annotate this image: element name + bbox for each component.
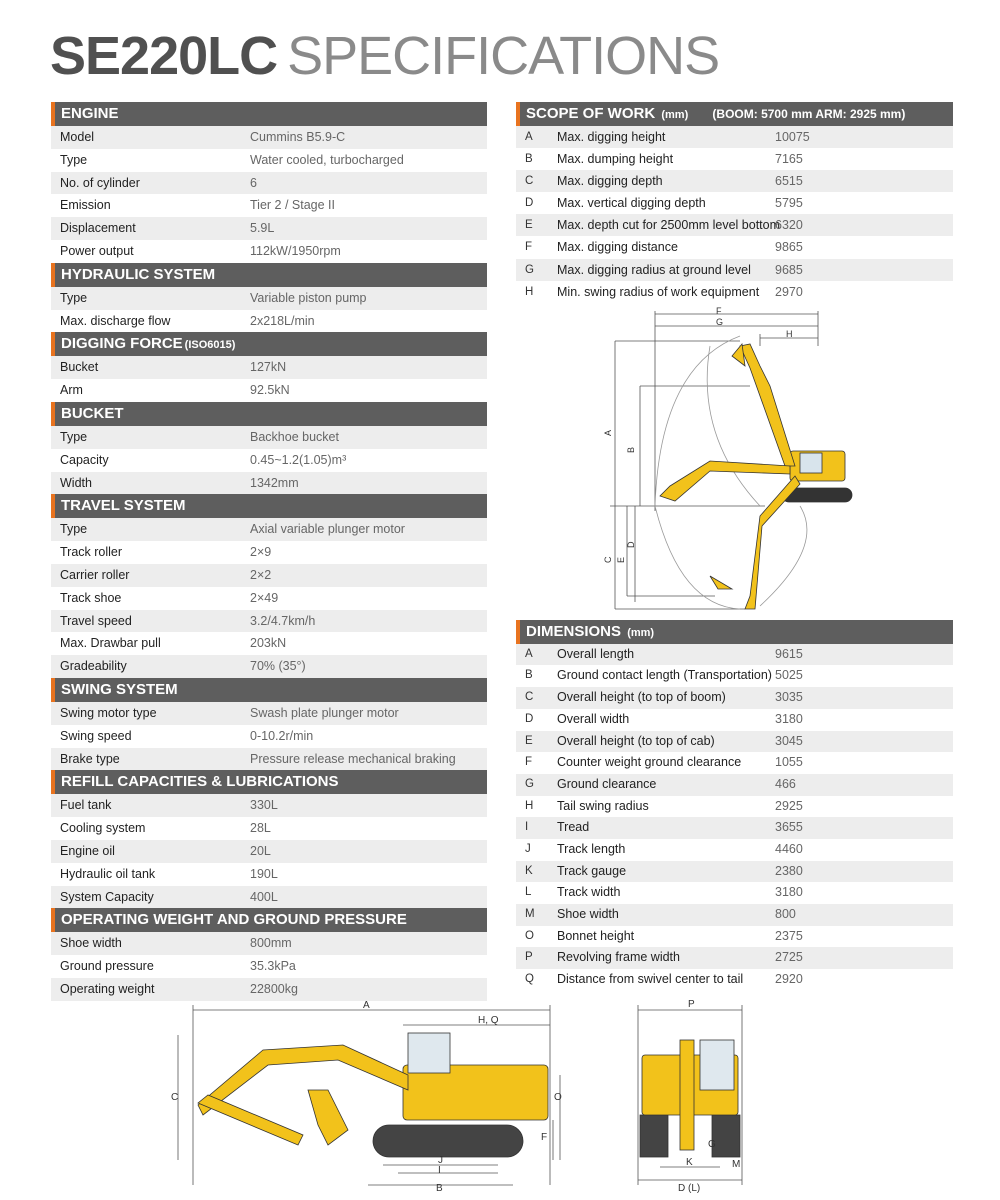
spec-value: 28L (250, 821, 271, 836)
section-rows (51, 126, 487, 263)
fig-label-a: A (603, 429, 613, 436)
side-label-b: B (436, 1183, 443, 1194)
front-label-dl: D (L) (678, 1183, 701, 1194)
dimensions-row (516, 904, 953, 926)
section-header (51, 263, 487, 287)
spec-row (51, 518, 487, 541)
spec-row (51, 149, 487, 172)
section-header (51, 770, 487, 794)
spec-value: 2x218L/min (250, 313, 315, 328)
spec-label: Model (60, 130, 95, 144)
spec-value: 3.2/4.7km/h (250, 613, 316, 628)
row-letter: D (525, 712, 534, 725)
page-title (50, 26, 719, 86)
row-label: Ground contact length (Transportation) (557, 668, 772, 683)
row-letter: E (525, 219, 533, 232)
spec-row (51, 655, 487, 678)
spec-value: 2×49 (250, 590, 279, 605)
row-letter: G (525, 777, 534, 790)
section-rows (51, 287, 487, 333)
section-title: REFILL CAPACITIES & LUBRICATIONS (61, 773, 339, 791)
row-label: Overall length (557, 646, 635, 661)
scope-header (516, 102, 953, 126)
scope-of-work-diagram (600, 306, 870, 616)
spec-row (51, 449, 487, 472)
row-value: 9865 (775, 240, 803, 255)
spec-value: 70% (35°) (250, 659, 306, 674)
row-label: Max. dumping height (557, 152, 674, 167)
spec-value: 190L (250, 866, 278, 881)
spec-value: Axial variable plunger motor (250, 522, 405, 537)
spec-value: Tier 2 / Stage II (250, 198, 335, 213)
row-letter: B (525, 153, 533, 166)
section-rows (51, 356, 487, 402)
row-label: Counter weight ground clearance (557, 755, 742, 770)
row-value: 3655 (775, 820, 803, 835)
row-letter: A (525, 647, 533, 660)
row-letter: F (525, 756, 533, 769)
section-header (51, 678, 487, 702)
front-label-k: K (686, 1157, 693, 1168)
spec-label: Displacement (60, 221, 136, 236)
spec-row (51, 932, 487, 955)
dimensions-row (516, 839, 953, 861)
spec-row (51, 863, 487, 886)
spec-row (51, 126, 487, 149)
side-excavator (198, 1033, 548, 1157)
spec-label: System Capacity (60, 889, 154, 904)
dimensions-row (516, 731, 953, 753)
row-label: Tread (557, 820, 590, 835)
side-view-diagram (168, 995, 568, 1195)
spec-value: 22800kg (250, 981, 298, 996)
spec-value: 35.3kPa (250, 959, 296, 974)
section-unit: (ISO6015) (184, 339, 236, 352)
spec-value: 800mm (250, 936, 292, 951)
row-value: 2920 (775, 972, 803, 987)
spec-label: Track roller (60, 545, 123, 560)
spec-label: Shoe width (60, 936, 122, 951)
spec-row (51, 287, 487, 310)
row-label: Track gauge (557, 863, 627, 878)
side-label-hq: H, Q (478, 1015, 499, 1026)
spec-value: 5.9L (250, 221, 275, 236)
side-label-o: O (554, 1092, 562, 1103)
spec-label: Engine oil (60, 843, 115, 858)
spec-row (51, 472, 487, 495)
row-letter: H (525, 799, 534, 812)
row-label: Revolving frame width (557, 950, 680, 965)
row-label: Max. digging radius at ground level (557, 262, 751, 277)
row-letter: A (525, 131, 533, 143)
dimensions-row (516, 644, 953, 666)
side-label-i: I (438, 1165, 441, 1176)
spec-row (51, 794, 487, 817)
spec-label: Operating weight (60, 981, 155, 996)
section-rows (51, 932, 487, 1000)
spec-label: Emission (60, 198, 111, 213)
scope-row (516, 259, 953, 281)
scope-boom-arm: (BOOM: 5700 mm ARM: 2925 mm) (712, 107, 906, 121)
front-label-m: M (732, 1159, 741, 1170)
spec-value: Swash plate plunger motor (250, 705, 399, 720)
spec-row (51, 172, 487, 195)
spec-label: Type (60, 522, 88, 537)
spec-row (51, 541, 487, 564)
dimensions-row (516, 861, 953, 883)
side-label-j: J (438, 1155, 443, 1166)
scope-row (516, 236, 953, 258)
scope-row (516, 126, 953, 148)
excavator-illustration (660, 344, 852, 609)
row-letter: C (525, 175, 534, 188)
section-rows (51, 794, 487, 908)
section-title: SWING SYSTEM (61, 680, 178, 698)
row-label: Overall width (557, 711, 630, 726)
spec-value: 0.45~1.2(1.05)m³ (250, 452, 347, 467)
row-label: Bonnet height (557, 928, 635, 943)
dimensions-row (516, 752, 953, 774)
row-letter: K (525, 864, 533, 877)
section-rows (51, 702, 487, 770)
row-value: 2725 (775, 950, 803, 965)
row-value: 9685 (775, 262, 803, 277)
row-label: Overall height (to top of boom) (557, 690, 726, 705)
row-value: 2375 (775, 928, 803, 943)
row-value: 6320 (775, 218, 803, 233)
dimensions-unit: (mm) (627, 626, 655, 639)
section-title: OPERATING WEIGHT AND GROUND PRESSURE (61, 911, 407, 929)
row-letter: I (525, 821, 529, 834)
scope-table (516, 126, 953, 303)
front-label-g: G (708, 1139, 716, 1150)
spec-label: No. of cylinder (60, 175, 140, 190)
scope-title: SCOPE OF WORK (526, 105, 656, 122)
fig-label-c: C (603, 556, 613, 563)
row-value: 2925 (775, 798, 803, 813)
row-value: 3045 (775, 733, 803, 748)
spec-value: Pressure release mechanical braking (250, 751, 456, 766)
spec-value: 20L (250, 843, 271, 858)
section-title: HYDRAULIC SYSTEM (61, 265, 216, 283)
dimensions-row (516, 969, 953, 991)
spec-label: Carrier roller (60, 567, 130, 582)
row-label: Track width (557, 885, 621, 900)
spec-row (51, 632, 487, 655)
spec-row (51, 725, 487, 748)
row-letter: D (525, 197, 534, 210)
row-value: 3180 (775, 885, 803, 900)
section-header (51, 102, 487, 126)
side-label-f: F (541, 1132, 548, 1143)
row-label: Tail swing radius (557, 798, 649, 813)
row-letter: L (525, 886, 532, 899)
fig-label-d: D (626, 541, 636, 548)
row-label: Shoe width (557, 907, 619, 921)
spec-value: 92.5kN (250, 383, 290, 398)
spec-value: Variable piston pump (250, 290, 367, 305)
row-letter: B (525, 669, 533, 682)
row-letter: P (525, 951, 533, 964)
section-title: DIGGING FORCE (61, 335, 183, 353)
fig-label-g: G (716, 317, 724, 327)
row-label: Max. digging depth (557, 174, 663, 189)
spec-row (51, 840, 487, 863)
row-label: Track length (557, 841, 626, 856)
spec-label: Type (60, 290, 88, 305)
spec-row (51, 217, 487, 240)
title-subtitle: SPECIFICATIONS (287, 26, 720, 86)
spec-row (51, 610, 487, 633)
spec-value: Water cooled, turbocharged (250, 152, 404, 167)
spec-value: 400L (250, 889, 278, 904)
row-label: Max. vertical digging depth (557, 196, 706, 211)
spec-label: Max. Drawbar pull (60, 636, 161, 651)
front-label-p: P (688, 999, 695, 1010)
row-letter: J (525, 842, 531, 855)
left-spec-column (51, 102, 487, 1001)
section-title: ENGINE (61, 105, 119, 122)
spec-label: Travel speed (60, 613, 132, 628)
row-letter: E (525, 734, 533, 747)
spec-label: Swing motor type (60, 705, 157, 720)
fig-label-e: E (616, 556, 626, 563)
scope-row (516, 192, 953, 214)
spec-row (51, 564, 487, 587)
row-letter: H (525, 285, 534, 298)
scope-row (516, 148, 953, 170)
spec-value: 112kW/1950rpm (250, 243, 341, 258)
section-title: TRAVEL SYSTEM (61, 497, 186, 515)
spec-value: 127kN (250, 360, 287, 375)
scope-row (516, 214, 953, 236)
dimensions-row (516, 817, 953, 839)
spec-row (51, 194, 487, 217)
row-value: 4460 (775, 841, 803, 856)
model-name: SE220LC (50, 26, 278, 86)
spec-label: Ground pressure (60, 959, 154, 974)
row-label: Ground clearance (557, 776, 657, 791)
row-label: Distance from swivel center to tail (557, 972, 744, 987)
row-value: 2970 (775, 284, 803, 299)
dimensions-row (516, 926, 953, 948)
side-label-a: A (363, 1000, 370, 1011)
row-value: 5025 (775, 668, 803, 683)
scope-row (516, 170, 953, 192)
section-header (51, 494, 487, 518)
row-value: 9615 (775, 646, 803, 661)
spec-value: 0-10.2r/min (250, 728, 314, 743)
dimensions-row (516, 665, 953, 687)
scope-unit: (mm) (661, 109, 689, 121)
spec-label: Gradeability (60, 659, 127, 674)
dimensions-row (516, 709, 953, 731)
spec-label: Power output (60, 243, 134, 258)
dimensions-header (516, 620, 953, 644)
row-label: Overall height (to top of cab) (557, 733, 715, 748)
spec-label: Cooling system (60, 821, 146, 836)
spec-row (51, 817, 487, 840)
spec-label: Track shoe (60, 590, 122, 605)
row-value: 5795 (775, 196, 803, 211)
front-excavator (640, 1040, 740, 1157)
spec-row (51, 240, 487, 263)
section-rows (51, 518, 487, 678)
spec-label: Hydraulic oil tank (60, 866, 156, 881)
spec-row (51, 356, 487, 379)
row-value: 7165 (775, 152, 803, 167)
dimensions-row (516, 687, 953, 709)
spec-value: Cummins B5.9-C (250, 130, 346, 144)
section-header (51, 332, 487, 356)
spec-row (51, 955, 487, 978)
section-header (51, 908, 487, 932)
spec-row (51, 702, 487, 725)
row-letter: F (525, 241, 533, 254)
spec-row (51, 426, 487, 449)
spec-label: Width (60, 475, 92, 490)
spec-value: 1342mm (250, 475, 299, 490)
spec-value: Backhoe bucket (250, 429, 339, 444)
dimensions-row (516, 947, 953, 969)
row-value: 1055 (775, 755, 803, 770)
row-value: 6515 (775, 174, 803, 189)
spec-label: Type (60, 429, 88, 444)
fig-label-b: B (626, 446, 636, 453)
spec-row (51, 587, 487, 610)
spec-label: Brake type (60, 751, 120, 766)
fig-label-f: F (716, 306, 722, 316)
spec-row (51, 379, 487, 402)
row-value: 466 (775, 776, 796, 791)
row-label: Max. digging height (557, 130, 666, 144)
spec-label: Capacity (60, 452, 109, 467)
row-letter: Q (525, 973, 534, 986)
spec-label: Bucket (60, 360, 99, 375)
section-title: BUCKET (61, 404, 124, 422)
front-view-diagram (630, 995, 750, 1195)
row-label: Max. digging distance (557, 240, 678, 255)
spec-value: 203kN (250, 636, 287, 651)
spec-label: Fuel tank (60, 798, 112, 813)
spec-label: Type (60, 152, 88, 167)
spec-row (51, 748, 487, 771)
dimensions-row (516, 774, 953, 796)
spec-label: Max. discharge flow (60, 313, 171, 328)
row-value: 10075 (775, 130, 810, 144)
dimensions-row (516, 796, 953, 818)
spec-label: Swing speed (60, 728, 132, 743)
spec-label: Arm (60, 383, 83, 398)
scope-row (516, 281, 953, 303)
spec-value: 330L (250, 798, 278, 813)
row-letter: G (525, 263, 534, 276)
row-value: 800 (775, 907, 796, 921)
spec-value: 2×2 (250, 567, 272, 582)
row-letter: C (525, 691, 534, 704)
row-value: 2380 (775, 863, 803, 878)
section-header (51, 402, 487, 426)
side-label-c: C (171, 1092, 179, 1103)
dimensions-title: DIMENSIONS (526, 622, 622, 640)
dimensions-row (516, 882, 953, 904)
row-value: 3180 (775, 711, 803, 726)
row-value: 3035 (775, 690, 803, 705)
spec-row (51, 310, 487, 333)
row-label: Min. swing radius of work equipment (557, 284, 760, 299)
row-label: Max. depth cut for 2500mm level bottom (557, 218, 781, 233)
spec-row (51, 886, 487, 909)
row-letter: M (525, 908, 535, 920)
spec-value: 2×9 (250, 545, 272, 560)
spec-value: 6 (250, 175, 257, 190)
row-letter: O (525, 929, 534, 942)
section-rows (51, 426, 487, 494)
dimensions-table (516, 644, 953, 991)
fig-label-h: H (786, 329, 793, 339)
